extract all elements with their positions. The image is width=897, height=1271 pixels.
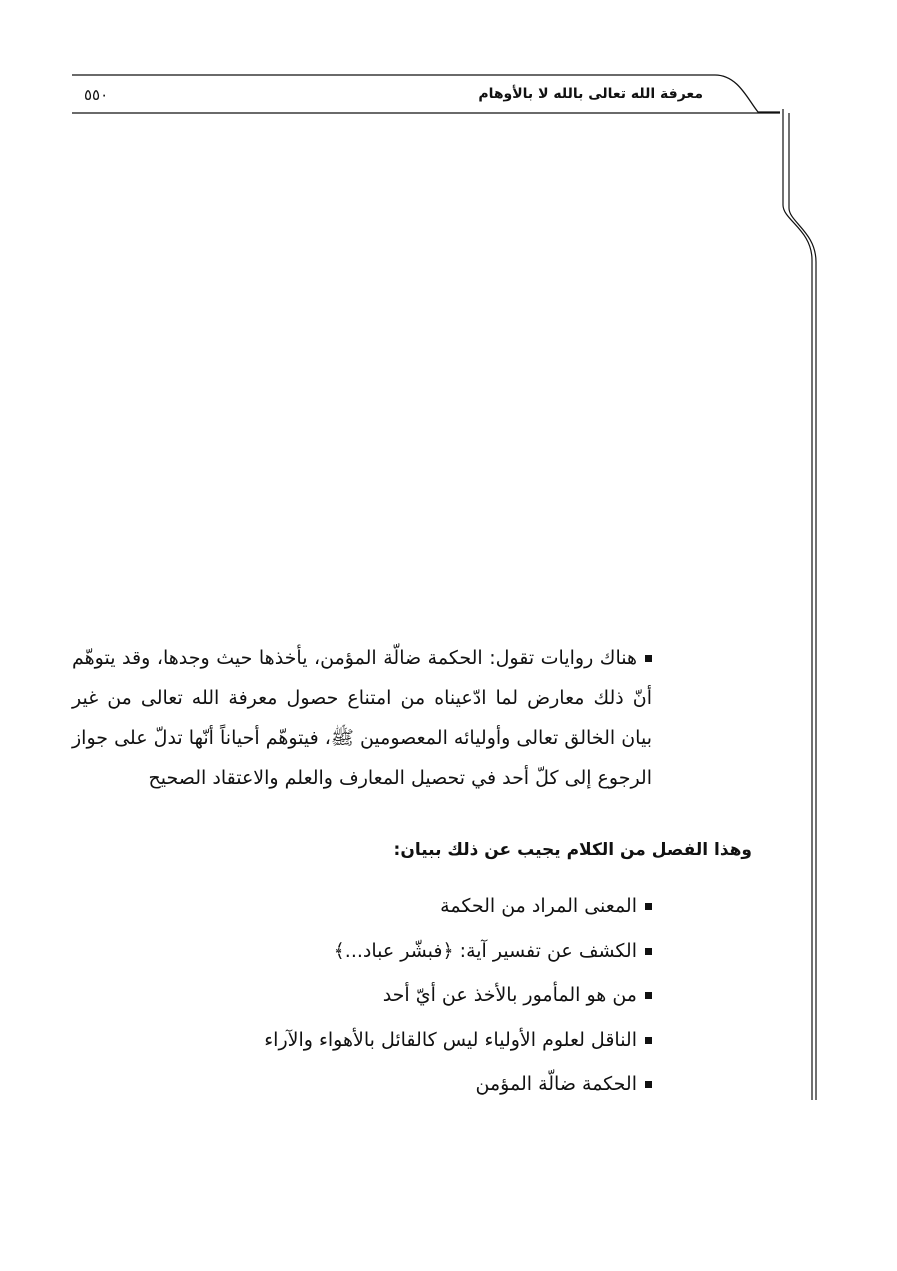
list-item — [152, 890, 652, 935]
list-item — [152, 935, 652, 980]
topic-list — [152, 890, 652, 1113]
list-item-text: الناقل لعلوم الأولياء ليس كالقائل بالأهواء والآراء — [264, 1028, 637, 1051]
intro-paragraph — [72, 638, 652, 798]
bullet-square-icon — [645, 992, 652, 999]
bullet-square-icon — [645, 655, 652, 662]
section-lead-text: وهذا الفصل من الكلام يجيب عن ذلك ببيان: — [393, 840, 752, 860]
list-item-text: الحكمة ضالّة المؤمن — [475, 1073, 637, 1095]
bullet-square-icon — [645, 948, 652, 955]
list-item-text: المعنى المراد من الحكمة — [440, 895, 637, 917]
list-item — [152, 979, 652, 1024]
page-number: ٥٥٠ — [84, 86, 109, 104]
running-header-title: معرفة الله تعالى بالله لا بالأوهام — [478, 86, 703, 102]
bullet-square-icon — [645, 1081, 652, 1088]
intro-text: هناك روايات تقول: الحكمة ضالّة المؤمن، يأخذها حيث وجدها، وقد يتوهّم أنّ ذلك معارض لما ادّعيناه من امتناع حصول معرفة الله تعالى من غير بيان الخالق تعالى وأوليائه المعصومين ﷺ، فيتوهّم أحياناً أنّها تدلّ على جواز الرجوع إلى كلّ أحد في تحصيل المعارف والعلم والاعتقاد الصحيح — [72, 647, 652, 789]
right-border-outer — [783, 109, 812, 1100]
bullet-square-icon — [645, 903, 652, 910]
list-item-text: من هو المأمور بالأخذ عن أيّ أحد — [382, 984, 637, 1006]
list-item — [152, 1068, 652, 1113]
right-border-inner — [789, 113, 816, 1100]
bullet-square-icon — [645, 1037, 652, 1044]
list-item-text: الكشف عن تفسير آية: ﴿فبشّر عباد...﴾ — [333, 939, 637, 962]
list-item — [152, 1024, 652, 1069]
